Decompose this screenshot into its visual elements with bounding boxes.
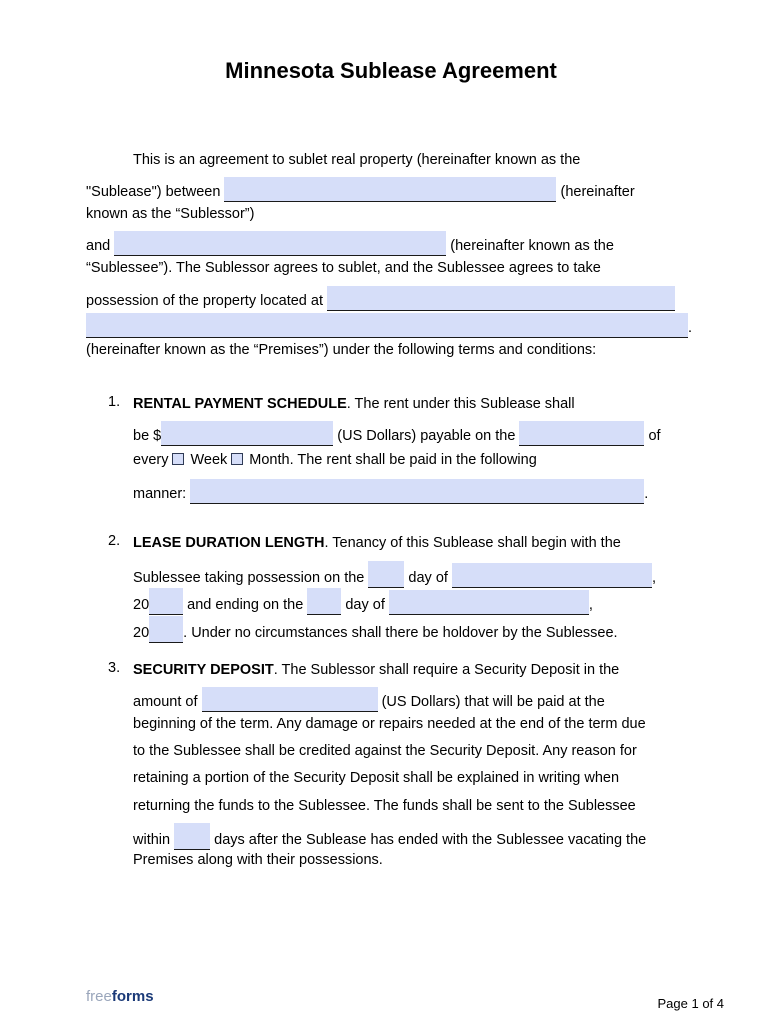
start-day-field[interactable] [368,561,404,588]
s3-heading: SECURITY DEPOSIT [133,662,274,678]
s2-line-2: Sublessee taking possession on the day of , [133,561,656,581]
s1-heading: RENTAL PAYMENT SCHEDULE [133,396,347,412]
refund-days-field[interactable] [174,823,210,850]
sublessor-name-field[interactable] [224,177,556,202]
freeforms-logo: freeforms [86,988,154,1005]
page-number: Page 1 of 4 [657,996,724,1011]
s2-heading: LEASE DURATION LENGTH [133,535,325,551]
intro-line-8: (hereinafter known as the “Premises”) under the following terms and conditions: [86,342,597,358]
week-checkbox[interactable] [172,453,184,465]
s2-line-4: 20 . Under no circumstances shall there be holdover by the Sublessee. [133,616,618,636]
s1-line-3: every Week Month. The rent shall be paid in the following [133,452,537,468]
s3-line-4: to the Sublessee shall be credited against the Security Deposit. Any reason for [133,743,637,759]
section-2-number: 2. [108,533,121,549]
s3-line-8: Premises along with their possessions. [133,852,383,868]
deposit-amount-field[interactable] [202,687,378,712]
end-month-field[interactable] [389,590,589,615]
s3-line-7: within days after the Sublease has ended with the Sublessee vacating the [133,823,646,843]
property-address-field-1[interactable] [327,286,675,311]
s2-line-1: LEASE DURATION LENGTH. Tenancy of this Sublease shall begin with the [133,535,621,551]
intro-line-4: and (hereinafter known as the [86,231,614,251]
end-day-field[interactable] [307,588,341,615]
sublessee-name-field[interactable] [114,231,446,256]
s1-line-1: RENTAL PAYMENT SCHEDULE. The rent under this Sublease shall [133,396,575,412]
s3-line-3: beginning of the term. Any damage or repairs needed at the end of the term due [133,716,646,732]
s3-line-2: amount of (US Dollars) that will be paid at the [133,687,605,707]
document-title: Minnesota Sublease Agreement [225,58,557,83]
month-checkbox[interactable] [231,453,243,465]
payment-day-field[interactable] [519,421,644,446]
start-month-field[interactable] [452,563,652,588]
intro-line-2: "Sublease") between (hereinafter [86,177,635,197]
s3-line-6: returning the funds to the Sublessee. The funds shall be sent to the Sublessee [133,798,636,814]
intro-line-1: This is an agreement to sublet real property (hereinafter known as the [133,152,581,168]
s1-line-2: be $ (US Dollars) payable on the of [133,421,661,441]
s1-line-4: manner: . [133,479,648,499]
intro-line-5: “Sublessee”). The Sublessor agrees to sublet, and the Sublessee agrees to take [86,260,601,276]
payment-manner-field[interactable] [190,479,644,504]
section-1-number: 1. [108,394,121,410]
intro-line-6: possession of the property located at [86,286,675,306]
s3-line-5: retaining a portion of the Security Deposit shall be explained in writing when [133,770,620,786]
end-year-field[interactable] [149,616,183,643]
s2-line-3: 20 and ending on the day of , [133,588,593,608]
start-year-field[interactable] [149,588,183,615]
property-address-field-2[interactable] [86,313,688,338]
intro-line-3: known as the “Sublessor”) [86,206,255,222]
section-3-number: 3. [108,660,121,676]
intro-line-7: . [86,313,692,333]
rent-amount-field[interactable] [161,421,333,446]
s3-line-1: SECURITY DEPOSIT. The Sublessor shall require a Security Deposit in the [133,662,620,678]
